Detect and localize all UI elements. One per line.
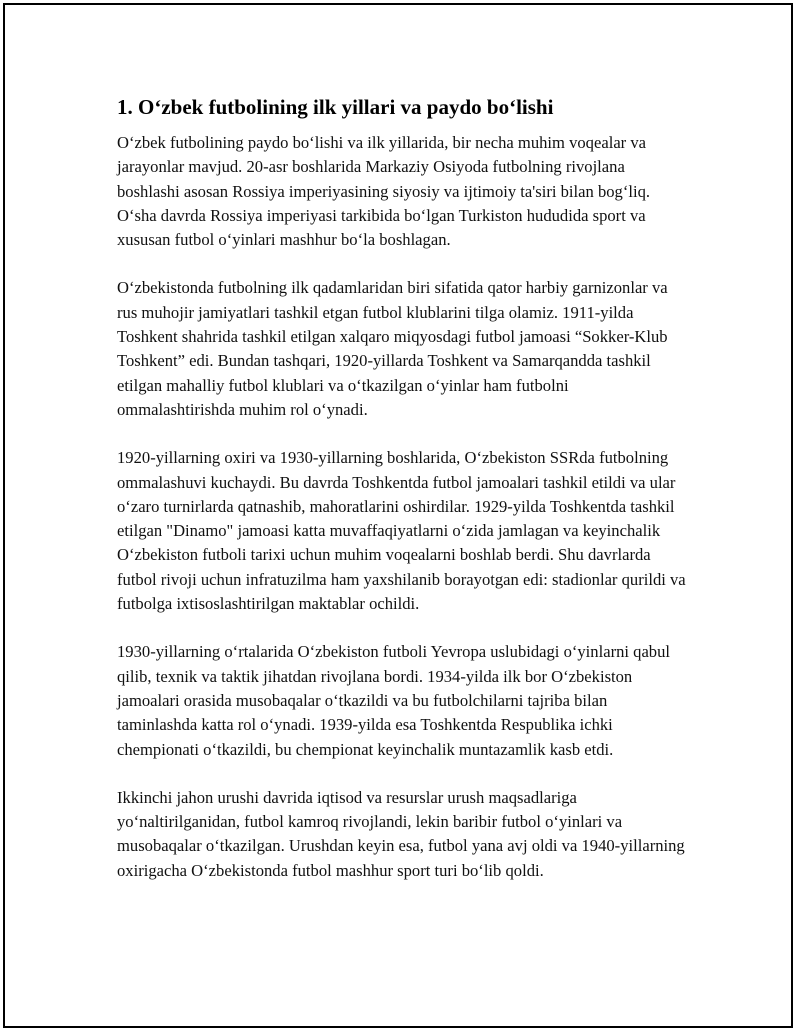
paragraph-3: 1920-yillarning oxiri va 1930-yillarning boshlarida, O‘zbekiston SSRda futbolning ommalashuvi kuchaydi. Bu davrda Toshkentda futbol jamoalari tashkil etildi va ular o‘zaro turnirlarda qatnashib, mahoratlarini oshirdilar. 1929-yilda Toshkentda tashkil etilgan "Dinamo" jamoasi katta muvaffaqiyatlarni o‘zida jamlagan va keyinchalik O‘zbekiston futboli tarixi uchun muhim voqealarni boshlab berdi. Shu davrlarda futbol rivoji uchun infratuzilma ham yaxshilanib borayotgan edi: stadionlar qurildi va futbolga ixtisoslashtirilgan maktablar ochildi. [117,448,686,614]
paragraph-2: O‘zbekistonda futbolning ilk qadamlaridan biri sifatida qator harbiy garnizonlar va rus muhojir jamiyatlari tashkil etgan futbol klublarini tilga olamiz. 1911-yilda Toshkent shahrida tashkil etilgan xalqaro miqyosdagi futbol jamoasi “Sokker-Klub Toshkent” edi. Bundan tashqari, 1920-yillarda Toshkent va Samarqandda tashkil etilgan mahalliy futbol klublari va o‘tkazilgan o‘yinlar ham futbolni ommalashtirishda muhim rol o‘ynadi. [117,278,668,419]
document-body [117,93,689,907]
paragraph-1: O‘zbek futbolining paydo bo‘lishi va ilk yillarida, bir necha muhim voqealar va jarayonlar mavjud. 20-asr boshlarida Markaziy Osiyoda futbolning rivojlana boshlashi asosan Rossiya imperiyasining siyosiy va ijtimoiy ta'siri bilan bog‘liq. O‘sha davrda Rossiya imperiyasi tarkibida bo‘lgan Turkiston hududida sport va xususan futbol o‘yinlari mashhur bo‘la boshlagan. [117,133,651,250]
paragraph-4: 1930-yillarning o‘rtalarida O‘zbekiston futboli Yevropa uslubidagi o‘yinlarni qabul qilib, texnik va taktik jihatdan rivojlana bordi. 1934-yilda ilk bor O‘zbekiston jamoalari orasida musobaqalar o‘tkazildi va bu futbolchilarni tajriba bilan taminlashda katta rol o‘ynadi. 1939-yilda esa Toshkentda Respublika ichki chempionati o‘tkazildi, bu chempionat keyinchalik muntazamlik kasb etdi. [117,642,671,759]
section-title: 1. O‘zbek futbolining ilk yillari va paydo bo‘lishi [117,95,554,119]
paragraph-5: Ikkinchi jahon urushi davrida iqtisod va resurslar urush maqsadlariga yo‘naltirilganidan, futbol kamroq rivojlandi, lekin baribir futbol o‘yinlari va musobaqalar o‘tkazilgan. Urushdan keyin esa, futbol yana avj oldi va 1940-yillarning oxirigacha O‘zbekistonda futbol mashhur sport turi bo‘lib qoldi. [117,787,685,880]
